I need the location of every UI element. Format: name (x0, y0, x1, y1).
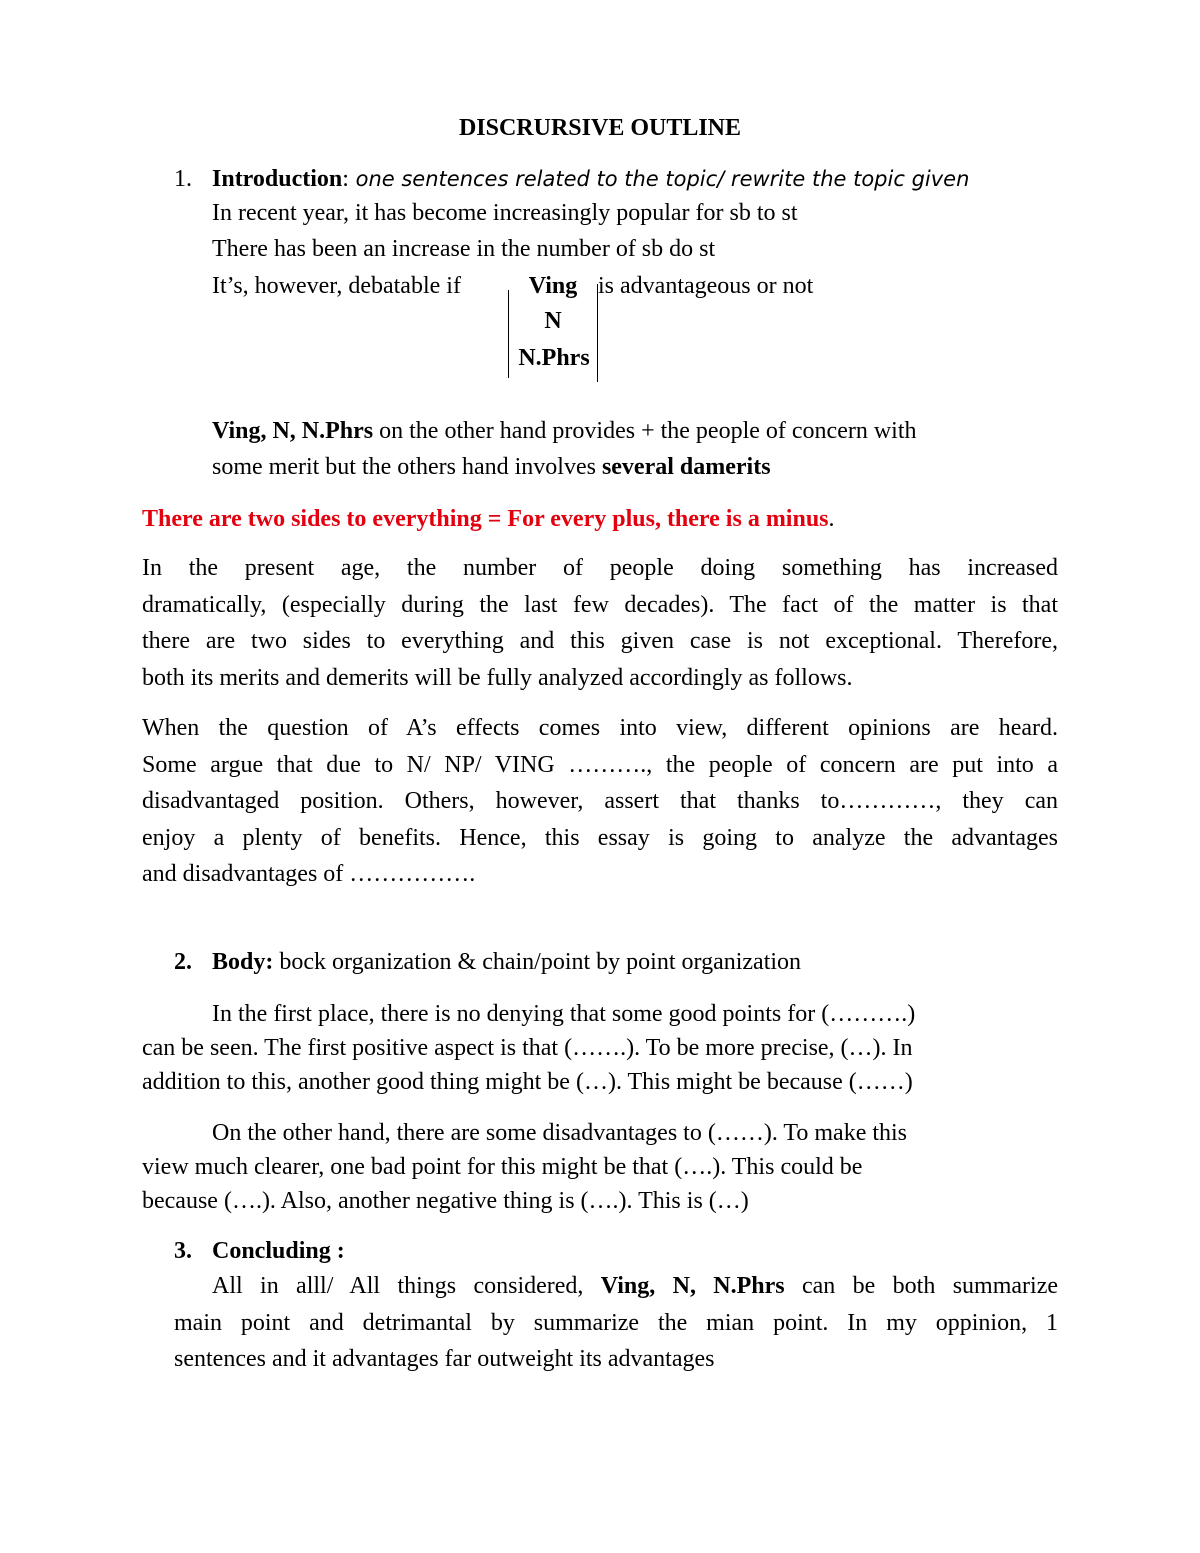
merit-line-2-text: some merit but the others hand involves (212, 454, 602, 480)
merit-text: on the other hand provides + the people of concern with (373, 418, 917, 444)
intro-line-2: There has been an increase in the number of sb do st (212, 236, 716, 262)
concl-line-1-a: All in alll/ All things considered, (212, 1273, 601, 1299)
intro-heading-line (174, 164, 969, 194)
merit-line-1 (212, 416, 917, 446)
option-ving: Ving (528, 273, 578, 299)
concl-line-2: main point and detrimantal by summarize the mian point. In my oppinion, 1 (174, 1309, 1058, 1336)
paragraph-2-line: disadvantaged position. Others, however, assert that thanks to…………, they can (142, 788, 1058, 814)
concl-number: 3. (174, 1238, 192, 1264)
option-n-phrs: N.Phrs (518, 345, 590, 371)
body-p2-line-1: On the other hand, there are some disadvantages to (……). To make this (212, 1120, 908, 1146)
document-title: DISCRURSIVE OUTLINE (458, 115, 742, 141)
concl-line-1-bold: Ving, N, N.Phrs (600, 1273, 785, 1299)
body-p1-line-2: can be seen. The first positive aspect is that (…….). To be more precise, (…). In (142, 1035, 913, 1061)
paragraph-1-line: there are two sides to everything and this given case is not exceptional. Therefore, (142, 628, 1058, 654)
concl-line-1-b: can be both summarize (784, 1273, 1058, 1299)
paragraph-2 (142, 710, 1058, 893)
options-left-bar (508, 290, 509, 378)
body-subtitle: bock organization & chain/point by point organization (273, 949, 802, 975)
intro-line-1: In recent year, it has become increasingly popular for sb to st (212, 200, 798, 226)
red-highlight-text: There are two sides to everything = For every plus, there is a minus (142, 506, 829, 532)
option-n: N (544, 308, 562, 334)
body-p2-line-2: view much clearer, one bad point for this might be that (….). This could be (142, 1154, 863, 1180)
paragraph-1-line: In the present age, the number of people doing something has increased (142, 555, 1058, 581)
merit-line-2 (212, 452, 771, 482)
intro-line-3-suffix: is advantageous or not (598, 273, 814, 299)
red-highlight-line (142, 504, 835, 534)
body-p2-line-3: because (….). Also, another negative thing is (….). This is (…) (142, 1188, 749, 1214)
concl-line-3: sentences and it advantages far outweight its advantages (174, 1346, 715, 1372)
paragraph-1 (142, 550, 1058, 696)
intro-heading: Introduction (212, 166, 343, 192)
paragraph-2-line: enjoy a plenty of benefits. Hence, this essay is going to analyze the advantages (142, 824, 1058, 851)
paragraph-1-line: both its merits and demerits will be fully analyzed accordingly as follows. (142, 664, 853, 691)
intro-subtitle: one sentences related to the topic/ rewrite the topic given (348, 167, 970, 191)
paragraph-1-line: dramatically, (especially during the last few decades). The fact of the matter is that (142, 591, 1058, 618)
body-number: 2. (174, 949, 192, 975)
paragraph-2-line: Some argue that due to N/ NP/ VING ………., the people of concern are put into a (142, 751, 1058, 778)
body-p1-line-1: In the first place, there is no denying that some good points for (……….) (212, 1001, 916, 1027)
red-highlight-period: . (828, 506, 835, 532)
merit-bold: Ving, N, N.Phrs (212, 418, 374, 444)
merit-bold-2: several damerits (601, 454, 771, 480)
intro-line-3-prefix: It’s, however, debatable if (212, 273, 461, 299)
concl-line-1 (174, 1268, 1058, 1305)
body-p1-line-3: addition to this, another good thing might be (…). This might be because (……) (142, 1069, 913, 1095)
paragraph-2-line: and disadvantages of ……………. (142, 861, 476, 887)
concl-heading: Concluding : (212, 1238, 345, 1264)
concl-paragraph (174, 1268, 1058, 1378)
body-heading: Body: (212, 949, 274, 975)
intro-colon: : (342, 166, 349, 192)
concl-heading-line (174, 1236, 345, 1266)
body-heading-line (174, 947, 801, 977)
paragraph-2-line: When the question of A’s effects comes into view, different opinions are heard. (142, 715, 1058, 741)
intro-number: 1. (174, 166, 192, 192)
